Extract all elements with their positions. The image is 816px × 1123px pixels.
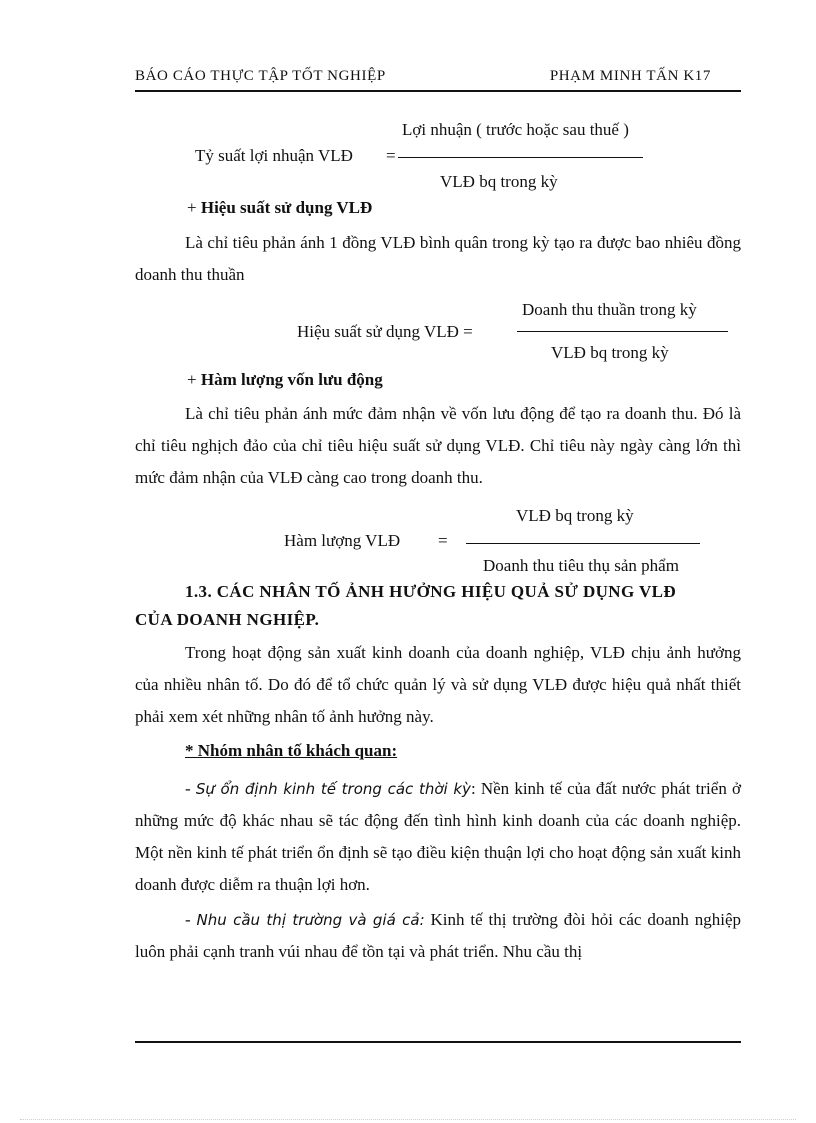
- formula3-label: Hàm lượng VLĐ: [284, 531, 401, 550]
- section-content-text: Là chỉ tiêu phản ánh mức đảm nhận về vốn lưu động để tạo ra doanh thu. Đó là chỉ tiêu nghịch đảo của chỉ tiêu hiệu suất sử dụng VLĐ. Chỉ tiêu này ngày càng lớn thì mức đảm nhận của VLĐ càng cao trong doanh thu.: [135, 404, 741, 487]
- section-efficiency-title: [187, 198, 372, 218]
- section-efficiency-prefix: +: [187, 198, 201, 217]
- section-content-paragraph: [135, 398, 741, 494]
- formula1-numerator: Lợi nhuận ( trước hoặc sau thuế ): [402, 120, 629, 139]
- section-heading-line1: 1.3. CÁC NHÂN TỐ ẢNH HƯỞNG HIỆU QUẢ SỬ DỤNG VLĐ: [185, 582, 677, 601]
- item1-dash: -: [185, 779, 196, 798]
- formula1-denominator: VLĐ bq trong kỳ: [440, 172, 558, 191]
- formula2-denominator: VLĐ bq trong kỳ: [551, 343, 669, 362]
- formula1-fraction-bar: [398, 157, 643, 158]
- intro-text: Trong hoạt động sản xuất kinh doanh của doanh nghiệp, VLĐ chịu ảnh hưởng của nhiều nhân tố. Do đó để tổ chức quản lý và sử dụng VLĐ được hiệu quả nhất thiết phải xem xét những nhân tố ảnh hưởng này.: [135, 643, 741, 726]
- page-bottom-edge: [20, 1119, 796, 1120]
- intro-paragraph: [135, 637, 741, 733]
- formula1-label: Tỷ suất lợi nhuận VLĐ: [195, 146, 353, 165]
- item1-text: : Nền kinh tế của đất nước phát triển ở những mức độ khác nhau sẽ tác động đến tình hình kinh doanh của các doanh nghiệp. Một nền kinh tế phát triển ổn định sẽ tạo điều kiện thuận lợi cho hoạt động sản xuất kinh doanh được diễm ra thuận lợi hơn.: [135, 779, 741, 894]
- formula3-equals: =: [438, 531, 448, 550]
- page-header: [135, 66, 741, 92]
- item2-paragraph: [135, 904, 741, 968]
- item1-paragraph: [135, 773, 741, 901]
- formula3-numerator: VLĐ bq trong kỳ: [516, 506, 634, 525]
- section-content-heading: Hàm lượng vốn lưu động: [200, 370, 383, 389]
- objective-group-title: * Nhóm nhân tố khách quan:: [185, 741, 398, 760]
- formula2-numerator: Doanh thu thuần trong kỳ: [522, 300, 697, 319]
- formula2-label: Hiệu suất sử dụng VLĐ =: [297, 322, 473, 341]
- section-content-title: [187, 370, 383, 390]
- item2-dash: -: [185, 910, 197, 929]
- item1-italic-term: Sự ổn định kinh tế trong các thời kỳ: [195, 780, 471, 798]
- formula3-denominator: Doanh thu tiêu thụ sản phẩm: [483, 556, 679, 575]
- section-heading-1-3: [135, 578, 741, 634]
- item2-italic-term: Nhu cầu thị trường và giá cả:: [196, 911, 425, 929]
- formula2-fraction-bar: [517, 331, 728, 332]
- item2-text: Kinh tế thị trường đòi hỏi các doanh nghiệp luôn phải cạnh tranh vúi nhau để tồn tại và phát triển. Nhu cầu thị: [135, 910, 741, 961]
- section-efficiency-text: Là chỉ tiêu phản ánh 1 đồng VLĐ bình quân trong kỳ tạo ra được bao nhiêu đồng doanh thu thuần: [135, 233, 741, 284]
- section-efficiency-heading: Hiệu suất sử dụng VLĐ: [200, 198, 373, 217]
- section-efficiency-paragraph: [135, 227, 741, 291]
- header-report-title: BÁO CÁO THỰC TẬP TỐT NGHIỆP: [135, 68, 386, 84]
- formula1-equals: =: [386, 146, 396, 165]
- formula3-fraction-bar: [466, 543, 700, 544]
- header-author: PHẠM MINH TẤN K17: [549, 68, 711, 84]
- section-heading-line2: CỦA DOANH NGHIỆP.: [135, 610, 320, 629]
- footer-rule: [135, 1041, 741, 1043]
- section-content-prefix: +: [187, 370, 201, 389]
